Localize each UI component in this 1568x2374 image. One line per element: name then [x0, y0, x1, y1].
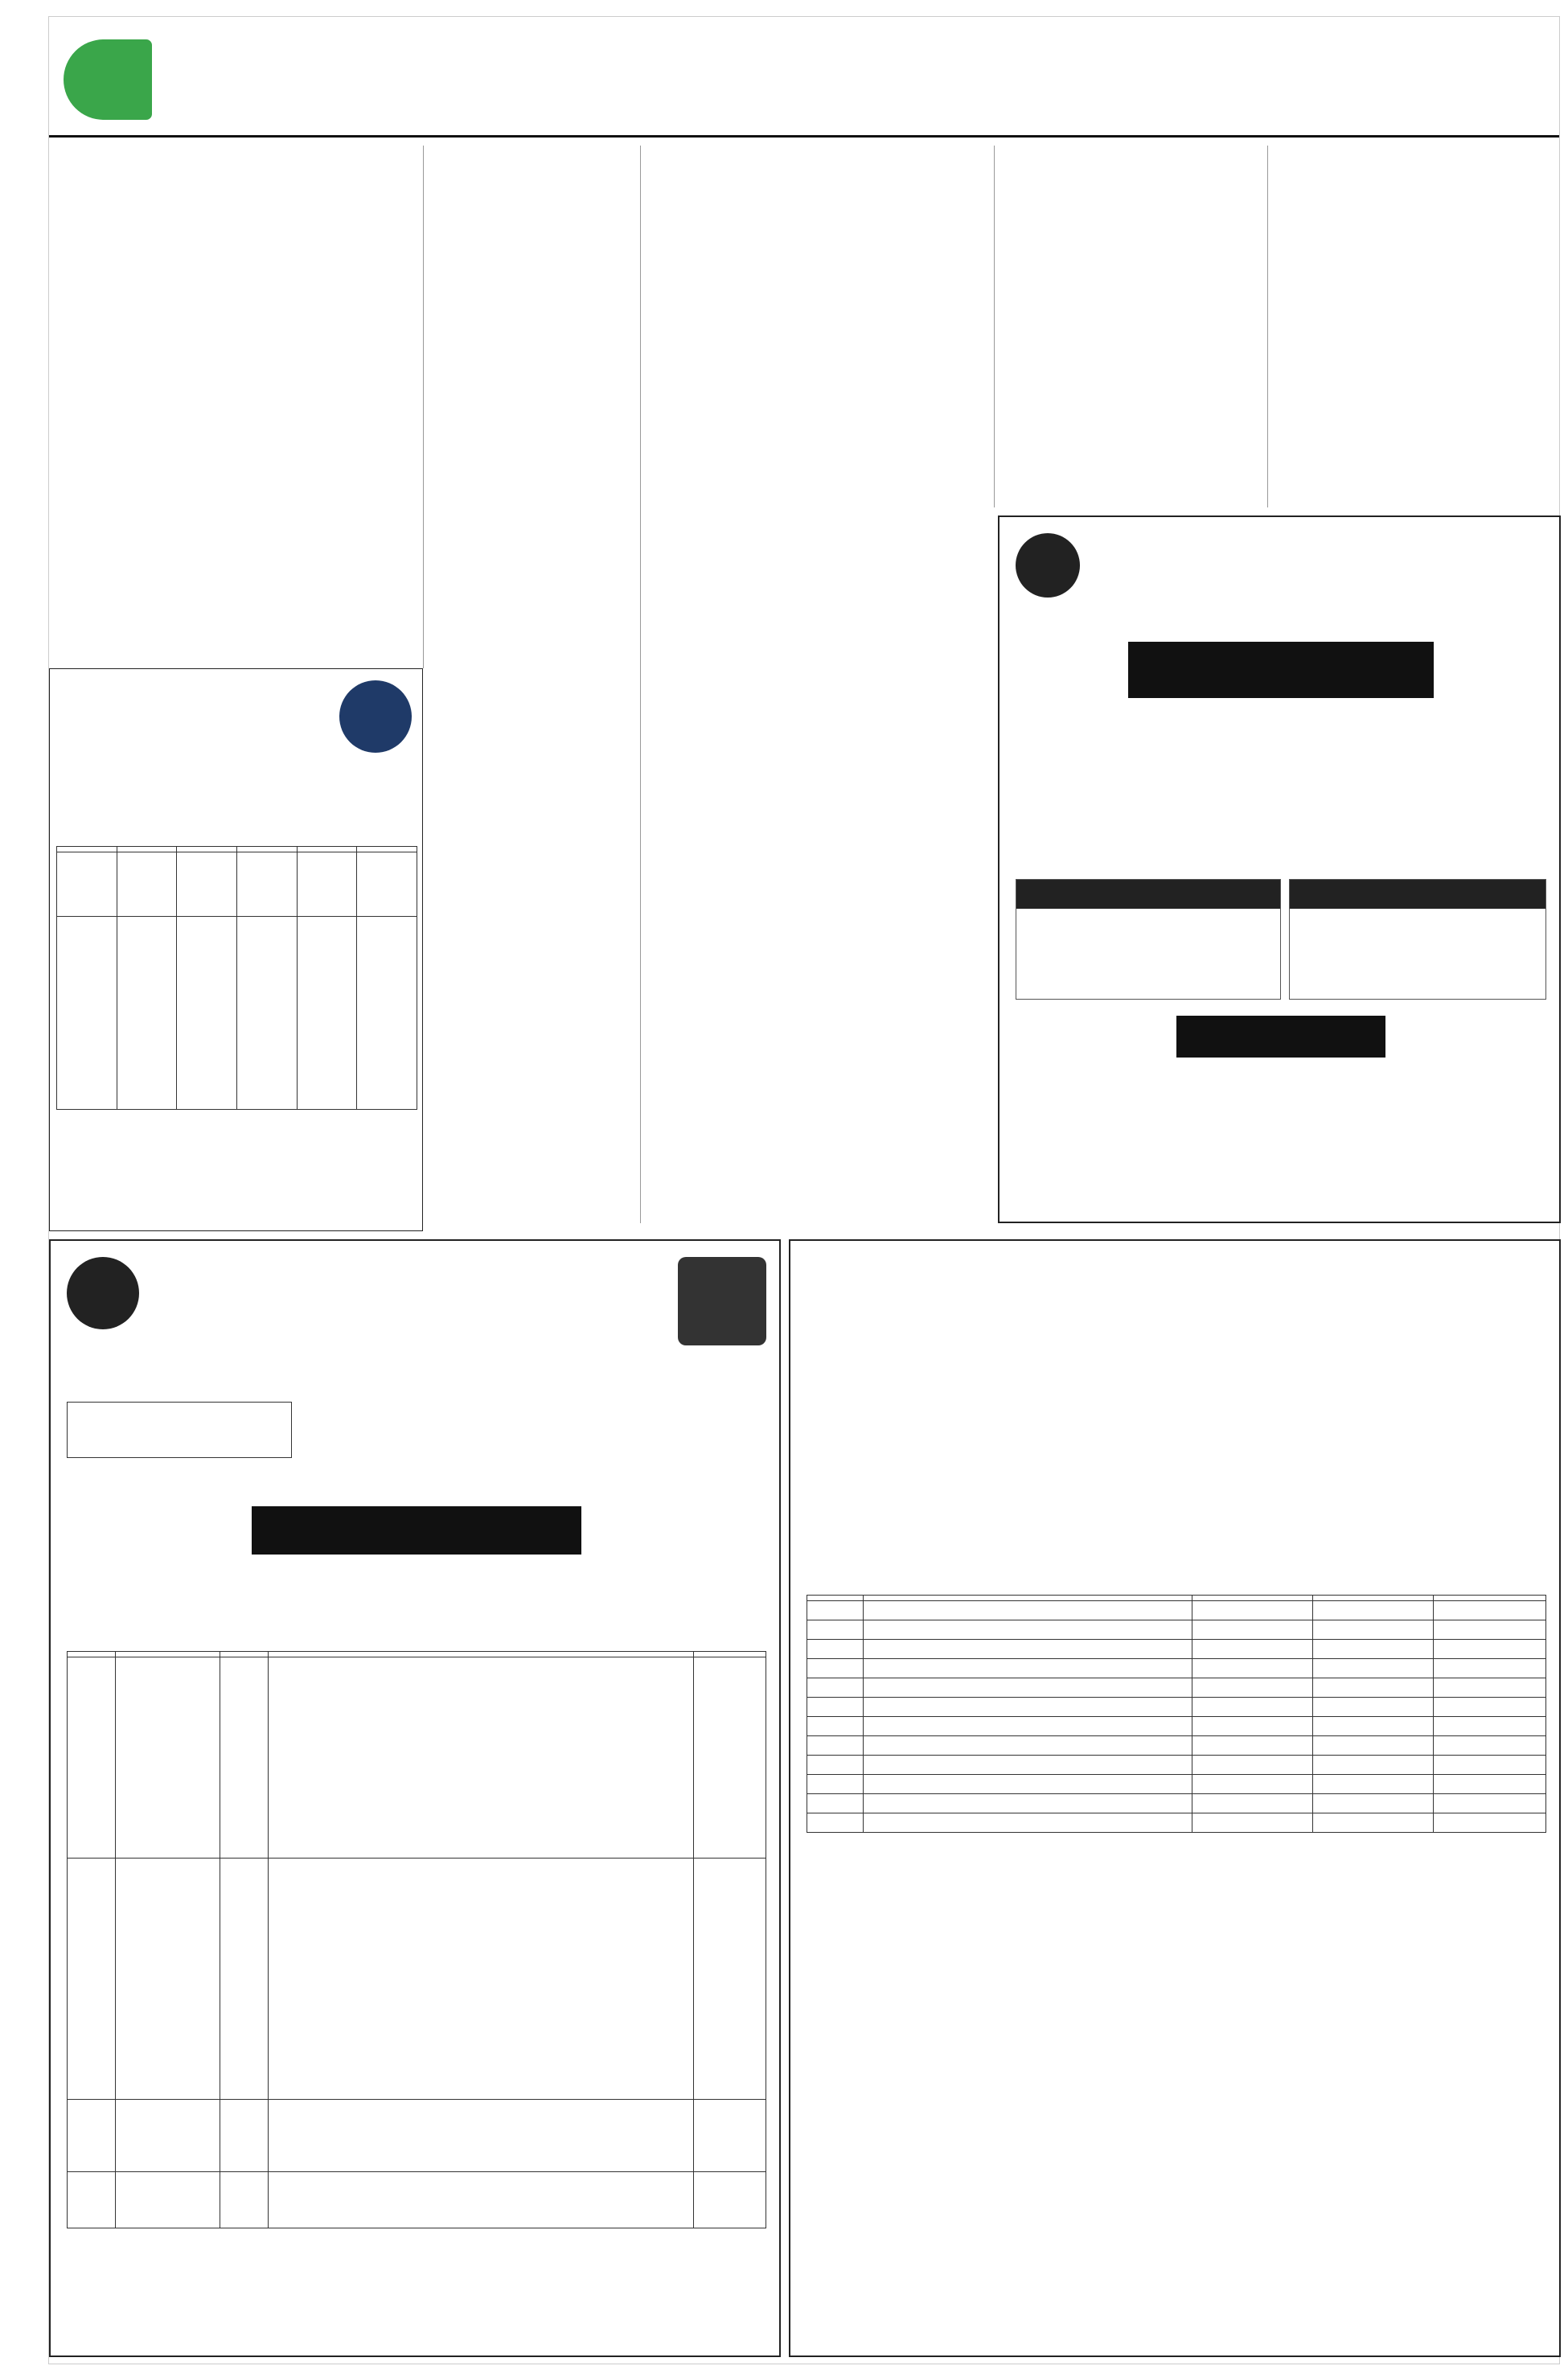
company-name: [155, 1257, 638, 1297]
ad-code: [67, 2331, 228, 2350]
government-seal-icon: [339, 680, 412, 753]
article-title: [644, 885, 990, 910]
department-name: [1088, 573, 1546, 606]
table-row: [807, 1678, 1546, 1698]
newspaper-page: [48, 16, 1560, 2364]
article-body: [49, 175, 419, 183]
article-body: [49, 424, 419, 432]
lease-header: [1313, 1596, 1434, 1601]
notice-intro: [807, 1402, 1546, 1587]
article-title: [1271, 258, 1561, 282]
result-header: [116, 1652, 220, 1657]
article-body: [998, 175, 1263, 183]
article-5: [644, 491, 990, 877]
tender-intro: [58, 810, 416, 842]
column-rule: [994, 146, 995, 507]
exam-date: [1023, 915, 1275, 947]
lease-table: [807, 1595, 1546, 1916]
tender-header: [297, 847, 357, 852]
memo: [807, 1376, 1546, 1399]
table-row: [807, 1813, 1546, 1833]
article-9: [1271, 258, 1561, 507]
acl-lease-notice: [789, 1239, 1561, 2357]
exam-title: [1016, 880, 1280, 909]
tender-header: [57, 847, 117, 852]
tender-header: [236, 847, 297, 852]
article-title: [998, 146, 1263, 170]
article-body: [1271, 287, 1561, 295]
exam-time: [1023, 951, 1275, 996]
article-2: [49, 395, 419, 660]
tender-title: [58, 774, 416, 806]
table-row: [807, 1698, 1546, 1717]
page-number: [64, 39, 152, 120]
result-header: [269, 1652, 694, 1657]
result-banner: [252, 1506, 581, 1555]
table-row: [807, 1794, 1546, 1813]
tender-table: [56, 846, 417, 1152]
article-body: [427, 697, 636, 705]
result-header: [220, 1652, 269, 1657]
tender-header: [177, 847, 237, 852]
lease-header: [807, 1596, 864, 1601]
article-title: [644, 146, 990, 170]
deadline-info: [1289, 879, 1546, 1000]
lease-header: [864, 1596, 1192, 1601]
table-row: [57, 852, 417, 917]
table-row: [68, 2172, 766, 2228]
column-rule: [423, 146, 424, 668]
tender-signature: [58, 1160, 299, 1224]
memo: [67, 1474, 766, 1498]
company-address: [155, 1328, 638, 1352]
admission-banner: [1128, 642, 1434, 698]
issue-date: [596, 81, 1094, 104]
slogan: [67, 1402, 292, 1458]
article-title: [644, 491, 990, 515]
masthead: [1143, 33, 1545, 121]
article-title: [1271, 146, 1561, 170]
gtcl-result-notice: [49, 1239, 781, 2357]
tender-header: [117, 847, 177, 852]
ad-code: [807, 2327, 967, 2346]
table-row: [68, 2100, 766, 2172]
column-rule: [1267, 146, 1268, 507]
table-row: [68, 1859, 766, 2100]
result-table: [67, 1651, 766, 2270]
gtcl-logo-icon: [67, 1257, 139, 1329]
result-header: [694, 1652, 766, 1657]
table-row: [807, 1620, 1546, 1640]
article-11: [427, 910, 636, 1223]
article-title: [49, 395, 419, 419]
column-rule: [640, 146, 641, 1223]
table-row: [68, 1657, 766, 1859]
ad-code: [323, 1208, 416, 1224]
table-row: [807, 1601, 1546, 1620]
ad-code: [1016, 1193, 1176, 1212]
article-3: [427, 146, 636, 660]
gov-name: [807, 1254, 1546, 1283]
contact-title: [1176, 1016, 1385, 1058]
article-4: [644, 146, 990, 483]
tender-header: [357, 847, 417, 852]
exam-info: [1016, 879, 1281, 1000]
article-7: [998, 146, 1263, 507]
office-location: [807, 1316, 1546, 1341]
deadline-title: [1290, 880, 1545, 909]
university-name: [1088, 528, 1546, 569]
officer-signature: [1273, 2246, 1546, 2343]
article-body: [427, 939, 636, 947]
terms-list: [807, 1953, 1546, 2242]
page-header: [49, 17, 1559, 138]
table-row: [807, 1775, 1546, 1794]
article-body: [644, 175, 990, 183]
jnu-admission-ad: [998, 515, 1561, 1223]
deadline-body: [1296, 915, 1541, 996]
lease-header: [1434, 1596, 1546, 1601]
university-logo-icon: [1016, 533, 1080, 598]
office-website: [807, 1344, 1546, 1368]
article-body: [427, 175, 636, 183]
tender-notice: [49, 668, 423, 1231]
article-title: [427, 146, 636, 170]
table-row: [807, 1640, 1546, 1659]
article-10: [427, 668, 636, 902]
article-title: [427, 910, 636, 934]
table-row: [807, 1736, 1546, 1756]
article-8: [1271, 146, 1561, 250]
section-name: [162, 54, 274, 102]
article-title: [49, 146, 419, 170]
article-6: [644, 885, 990, 1223]
table-row: [57, 917, 417, 1110]
result-header: [68, 1652, 116, 1657]
company-subtitle: [155, 1300, 638, 1325]
table-row: [807, 1717, 1546, 1736]
article-body: [1271, 175, 1561, 183]
article-body: [644, 520, 990, 528]
table-row: [807, 1756, 1546, 1775]
table-row: [807, 1659, 1546, 1678]
tender-org: [66, 677, 331, 766]
article-title: [427, 668, 636, 692]
admission-body: [1016, 710, 1546, 871]
contact-body: [1016, 1072, 1546, 1177]
office-name: [807, 1286, 1546, 1313]
program-name: [1088, 610, 1546, 634]
company-website: [155, 1353, 638, 1381]
article-1: [49, 146, 419, 387]
result-footer: [67, 2278, 766, 2323]
result-intro: [67, 1571, 766, 1643]
article-body: [644, 914, 990, 922]
terms-title: [807, 1924, 1048, 1949]
lease-header: [1192, 1596, 1313, 1601]
mujib-100-logo-icon: [678, 1257, 766, 1345]
